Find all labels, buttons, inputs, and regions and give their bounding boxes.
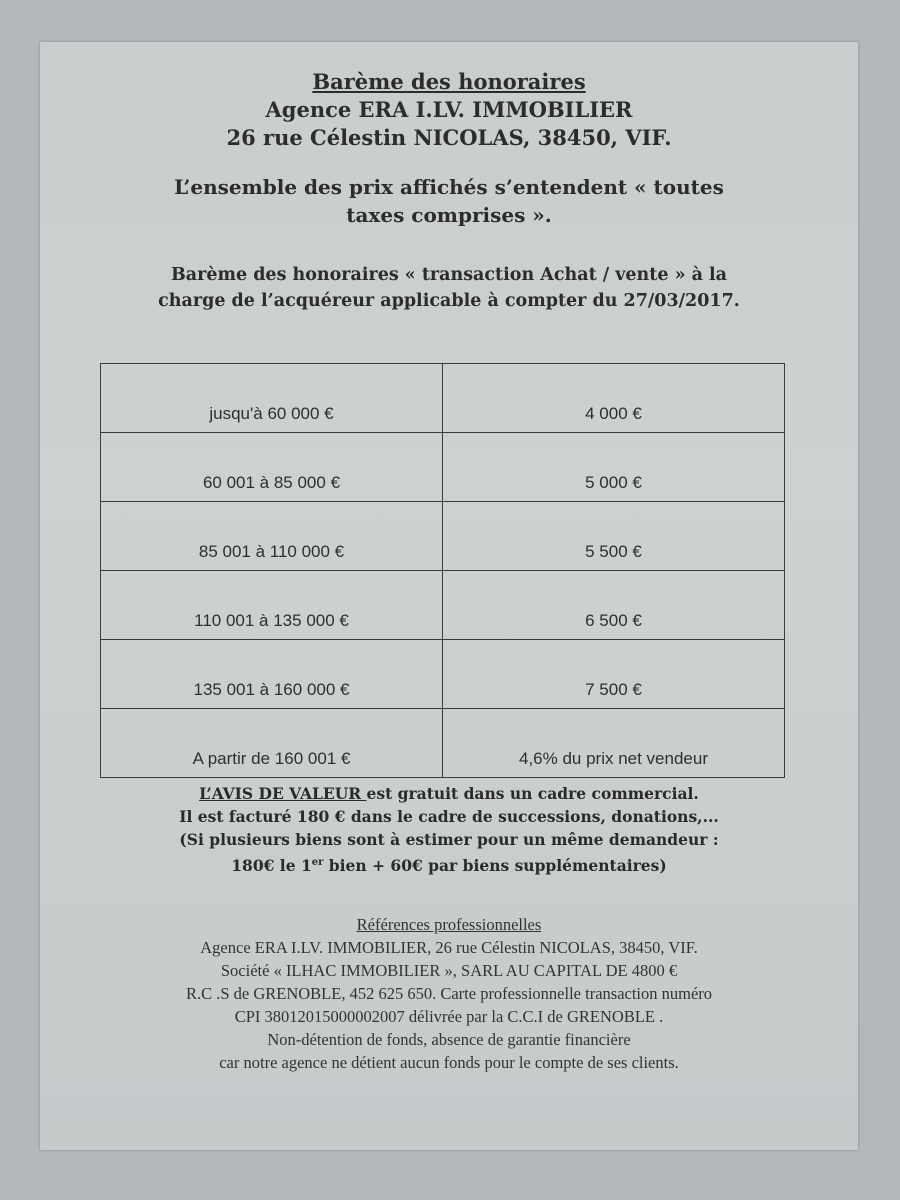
scale-intro-line-1: Barème des honoraires « transaction Achat / vente » à la xyxy=(170,265,728,285)
price-range-cell: 85 001 à 110 000 € xyxy=(101,502,443,571)
price-range-cell: A partir de 160 001 € xyxy=(101,709,443,778)
references-line: CPI 38012015000002007 délivrée par la C.C.I de GRENOBLE . xyxy=(234,1007,664,1026)
document-header xyxy=(40,68,858,152)
tax-notice xyxy=(40,173,858,229)
fee-cell: 6 500 € xyxy=(443,571,785,640)
references-line: R.C .S de GRENOBLE, 452 625 650. Carte professionnelle transaction numéro xyxy=(185,984,713,1003)
valuation-line-4-sup: er xyxy=(311,857,324,868)
price-range-cell: 135 001 à 160 000 € xyxy=(101,640,443,709)
valuation-heading: L’AVIS DE VALEUR xyxy=(199,784,367,803)
valuation-notice xyxy=(40,782,858,877)
scale-intro xyxy=(40,262,858,314)
agency-address: 26 rue Célestin NICOLAS, 38450, VIF. xyxy=(226,125,672,150)
valuation-line-1-text: est gratuit dans un cadre commercial. xyxy=(366,784,699,803)
table-row xyxy=(101,364,785,433)
valuation-line-3: (Si plusieurs biens sont à estimer pour un même demandeur : xyxy=(179,830,719,849)
fee-cell: 5 000 € xyxy=(443,433,785,502)
references-line: car notre agence ne détient aucun fonds pour le compte de ses clients. xyxy=(219,1053,679,1072)
references-line: Non-détention de fonds, absence de garantie financière xyxy=(267,1030,631,1049)
fees-table xyxy=(100,363,785,778)
fee-cell: 5 500 € xyxy=(443,502,785,571)
fee-cell: 4 000 € xyxy=(443,364,785,433)
scale-intro-line-2: charge de l’acquéreur applicable à compter du 27/03/2017. xyxy=(158,291,740,311)
table-row xyxy=(101,640,785,709)
valuation-line-1 xyxy=(40,782,858,805)
professional-references xyxy=(40,913,858,1074)
valuation-line-4 xyxy=(40,851,858,877)
price-range-cell: 110 001 à 135 000 € xyxy=(101,571,443,640)
references-line: Société « ILHAC IMMOBILIER », SARL AU CAPITAL DE 4800 € xyxy=(220,961,678,980)
tax-notice-line-2: taxes comprises ». xyxy=(346,203,552,227)
valuation-line-4-a: 180€ le 1 xyxy=(231,856,312,876)
agency-name: Agence ERA I.LV. IMMOBILIER xyxy=(265,97,633,122)
table-row xyxy=(101,571,785,640)
references-line: Agence ERA I.LV. IMMOBILIER, 26 rue Célestin NICOLAS, 38450, VIF. xyxy=(200,938,698,957)
table-row xyxy=(101,433,785,502)
document-sheet xyxy=(40,42,858,1150)
document-title: Barème des honoraires xyxy=(312,69,586,94)
table-row xyxy=(101,709,785,778)
valuation-line-2: Il est facturé 180 € dans le cadre de successions, donations,... xyxy=(179,807,719,826)
tax-notice-line-1: L’ensemble des prix affichés s’entendent « toutes xyxy=(174,175,724,199)
fee-cell: 4,6% du prix net vendeur xyxy=(443,709,785,778)
price-range-cell: 60 001 à 85 000 € xyxy=(101,433,443,502)
references-title: Références professionnelles xyxy=(356,915,542,934)
valuation-line-4-b: bien + 60€ par biens supplémentaires) xyxy=(323,856,667,876)
fee-cell: 7 500 € xyxy=(443,640,785,709)
table-row xyxy=(101,502,785,571)
price-range-cell: jusqu'à 60 000 € xyxy=(101,364,443,433)
